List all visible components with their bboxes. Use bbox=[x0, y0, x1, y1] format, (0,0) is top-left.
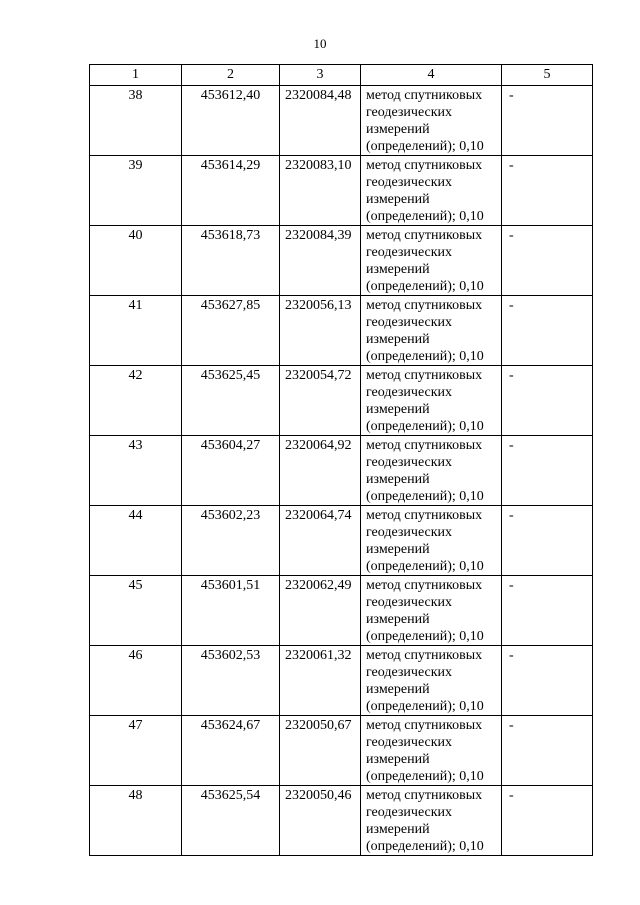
note-cell: - bbox=[502, 716, 593, 786]
table-row bbox=[90, 366, 593, 436]
x-coordinate-cell: 453625,54 bbox=[182, 786, 280, 856]
point-number-cell: 44 bbox=[90, 506, 182, 576]
x-coordinate-cell: 453624,67 bbox=[182, 716, 280, 786]
method-cell: метод спутниковых геодезических измерений (определений); 0,10 bbox=[361, 576, 502, 646]
note-cell: - bbox=[502, 156, 593, 226]
column-header-2: 2 bbox=[182, 65, 280, 86]
table-row bbox=[90, 226, 593, 296]
method-cell: метод спутниковых геодезических измерений (определений); 0,10 bbox=[361, 366, 502, 436]
table-row bbox=[90, 646, 593, 716]
note-cell: - bbox=[502, 436, 593, 506]
note-cell: - bbox=[502, 576, 593, 646]
method-cell: метод спутниковых геодезических измерений (определений); 0,10 bbox=[361, 506, 502, 576]
table-row bbox=[90, 296, 593, 366]
y-coordinate-cell: 2320056,13 bbox=[280, 296, 361, 366]
method-cell: метод спутниковых геодезических измерений (определений); 0,10 bbox=[361, 296, 502, 366]
column-header-3: 3 bbox=[280, 65, 361, 86]
x-coordinate-cell: 453602,53 bbox=[182, 646, 280, 716]
point-number-cell: 45 bbox=[90, 576, 182, 646]
column-header-4: 4 bbox=[361, 65, 502, 86]
x-coordinate-cell: 453602,23 bbox=[182, 506, 280, 576]
point-number-cell: 41 bbox=[90, 296, 182, 366]
table-row bbox=[90, 576, 593, 646]
x-coordinate-cell: 453625,45 bbox=[182, 366, 280, 436]
note-cell: - bbox=[502, 226, 593, 296]
y-coordinate-cell: 2320064,92 bbox=[280, 436, 361, 506]
x-coordinate-cell: 453612,40 bbox=[182, 86, 280, 156]
note-cell: - bbox=[502, 366, 593, 436]
table-row bbox=[90, 506, 593, 576]
note-cell: - bbox=[502, 86, 593, 156]
method-cell: метод спутниковых геодезических измерений (определений); 0,10 bbox=[361, 226, 502, 296]
x-coordinate-cell: 453627,85 bbox=[182, 296, 280, 366]
y-coordinate-cell: 2320061,32 bbox=[280, 646, 361, 716]
point-number-cell: 46 bbox=[90, 646, 182, 716]
y-coordinate-cell: 2320050,46 bbox=[280, 786, 361, 856]
method-cell: метод спутниковых геодезических измерений (определений); 0,10 bbox=[361, 786, 502, 856]
point-number-cell: 42 bbox=[90, 366, 182, 436]
method-cell: метод спутниковых геодезических измерений (определений); 0,10 bbox=[361, 156, 502, 226]
y-coordinate-cell: 2320062,49 bbox=[280, 576, 361, 646]
column-header-1: 1 bbox=[90, 65, 182, 86]
note-cell: - bbox=[502, 296, 593, 366]
table-header-row bbox=[90, 65, 593, 86]
point-number-cell: 40 bbox=[90, 226, 182, 296]
method-cell: метод спутниковых геодезических измерений (определений); 0,10 bbox=[361, 436, 502, 506]
table-row bbox=[90, 436, 593, 506]
note-cell: - bbox=[502, 646, 593, 716]
y-coordinate-cell: 2320064,74 bbox=[280, 506, 361, 576]
point-number-cell: 43 bbox=[90, 436, 182, 506]
method-cell: метод спутниковых геодезических измерений (определений); 0,10 bbox=[361, 86, 502, 156]
x-coordinate-cell: 453604,27 bbox=[182, 436, 280, 506]
table-row bbox=[90, 786, 593, 856]
table-row bbox=[90, 86, 593, 156]
point-number-cell: 47 bbox=[90, 716, 182, 786]
page-number: 10 bbox=[313, 36, 327, 51]
note-cell: - bbox=[502, 786, 593, 856]
table-row bbox=[90, 156, 593, 226]
x-coordinate-cell: 453618,73 bbox=[182, 226, 280, 296]
method-cell: метод спутниковых геодезических измерений (определений); 0,10 bbox=[361, 646, 502, 716]
x-coordinate-cell: 453601,51 bbox=[182, 576, 280, 646]
column-header-5: 5 bbox=[502, 65, 593, 86]
y-coordinate-cell: 2320083,10 bbox=[280, 156, 361, 226]
table-row bbox=[90, 716, 593, 786]
table-body bbox=[90, 86, 593, 856]
y-coordinate-cell: 2320084,48 bbox=[280, 86, 361, 156]
y-coordinate-cell: 2320084,39 bbox=[280, 226, 361, 296]
y-coordinate-cell: 2320050,67 bbox=[280, 716, 361, 786]
point-number-cell: 39 bbox=[90, 156, 182, 226]
coordinates-table bbox=[89, 64, 593, 856]
point-number-cell: 38 bbox=[90, 86, 182, 156]
point-number-cell: 48 bbox=[90, 786, 182, 856]
y-coordinate-cell: 2320054,72 bbox=[280, 366, 361, 436]
x-coordinate-cell: 453614,29 bbox=[182, 156, 280, 226]
method-cell: метод спутниковых геодезических измерений (определений); 0,10 bbox=[361, 716, 502, 786]
note-cell: - bbox=[502, 506, 593, 576]
